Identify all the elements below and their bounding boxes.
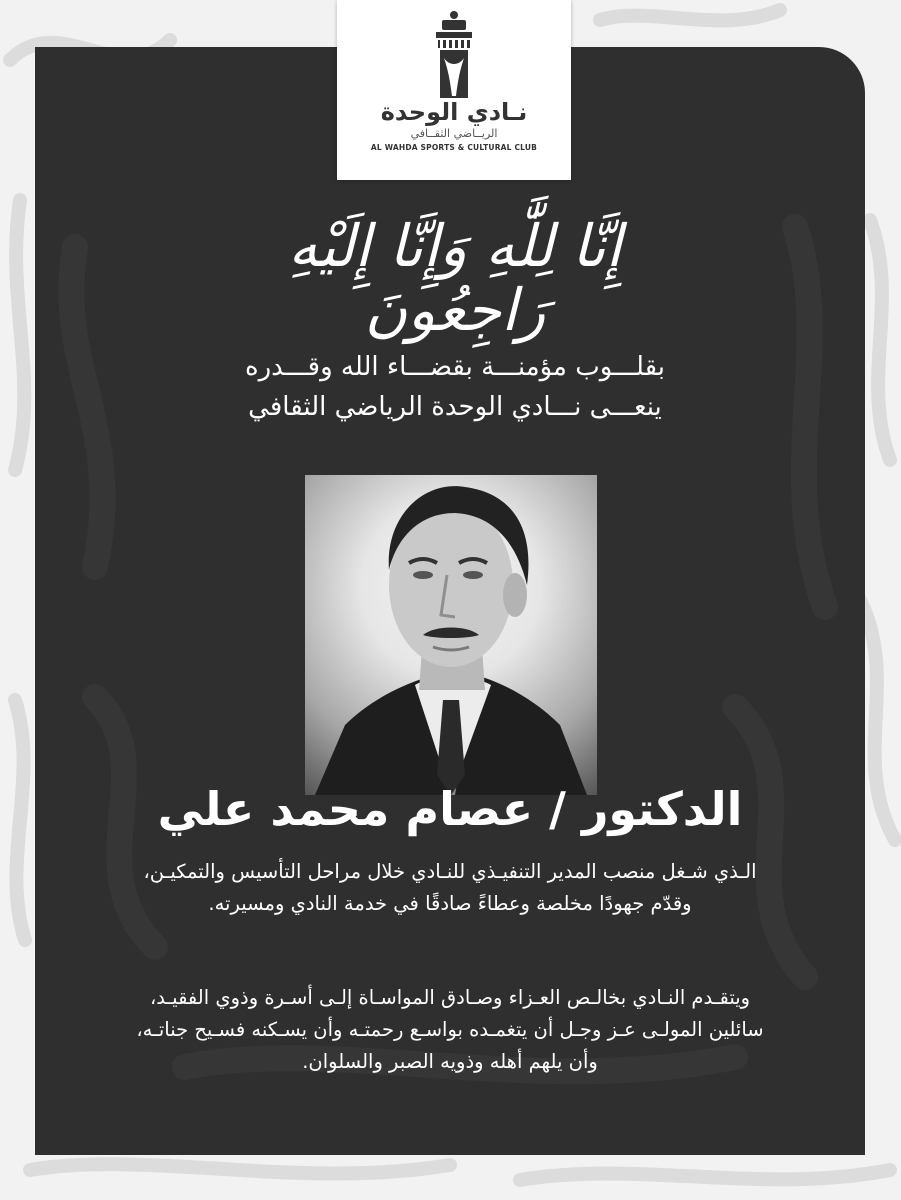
logo-arabic-name: نـادي الوحدة (380, 98, 528, 126)
quran-verse-calligraphy: إِنَّا لِلَّٰهِ وَإِنَّا إِلَيْهِ رَاجِعُونَ (288, 212, 622, 344)
intro-line-2: ينعـــى نـــادي الوحدة الرياضي الثقافي (248, 392, 662, 422)
tribute-line: الـذي شـغل منصب المدير التنفيـذي للنـادي خلال مراحل التأسيس والتمكيـن، (143, 860, 757, 883)
club-logo (337, 0, 571, 180)
deceased-name-heading: الدكتور / عصام محمد علي (157, 782, 743, 836)
deceased-portrait-photo (305, 475, 597, 795)
tribute-paragraph (90, 856, 810, 920)
logo-english-name: AL WAHDA SPORTS & CULTURAL CLUB (370, 143, 538, 152)
condolence-paragraph (90, 982, 810, 1078)
intro-line-1: بقلـــوب مؤمنـــة بقضـــاء الله وقـــدره (244, 352, 666, 382)
condolence-line: ويتقـدم النـادي بخالـص العـزاء وصـادق المواسـاة إلـى أسـرة وذوي الفقيـد، (149, 986, 751, 1009)
logo-arabic-subtitle: الريــاضي الثقــافي (410, 127, 498, 140)
tower-emblem-icon (422, 10, 486, 102)
condolence-line: سائلين المولـى عـز وجـل أن يتغمـده بواسـع رحمتـه وأن يسـكنه فسـيح جناتـه، (136, 1018, 764, 1041)
condolence-line: وأن يلهم أهله وذويه الصبر والسلوان. (302, 1050, 598, 1073)
tribute-line: وقدّم جهودًا مخلصة وعطاءً صادقًا في خدمة النادي ومسيرته. (208, 892, 692, 915)
